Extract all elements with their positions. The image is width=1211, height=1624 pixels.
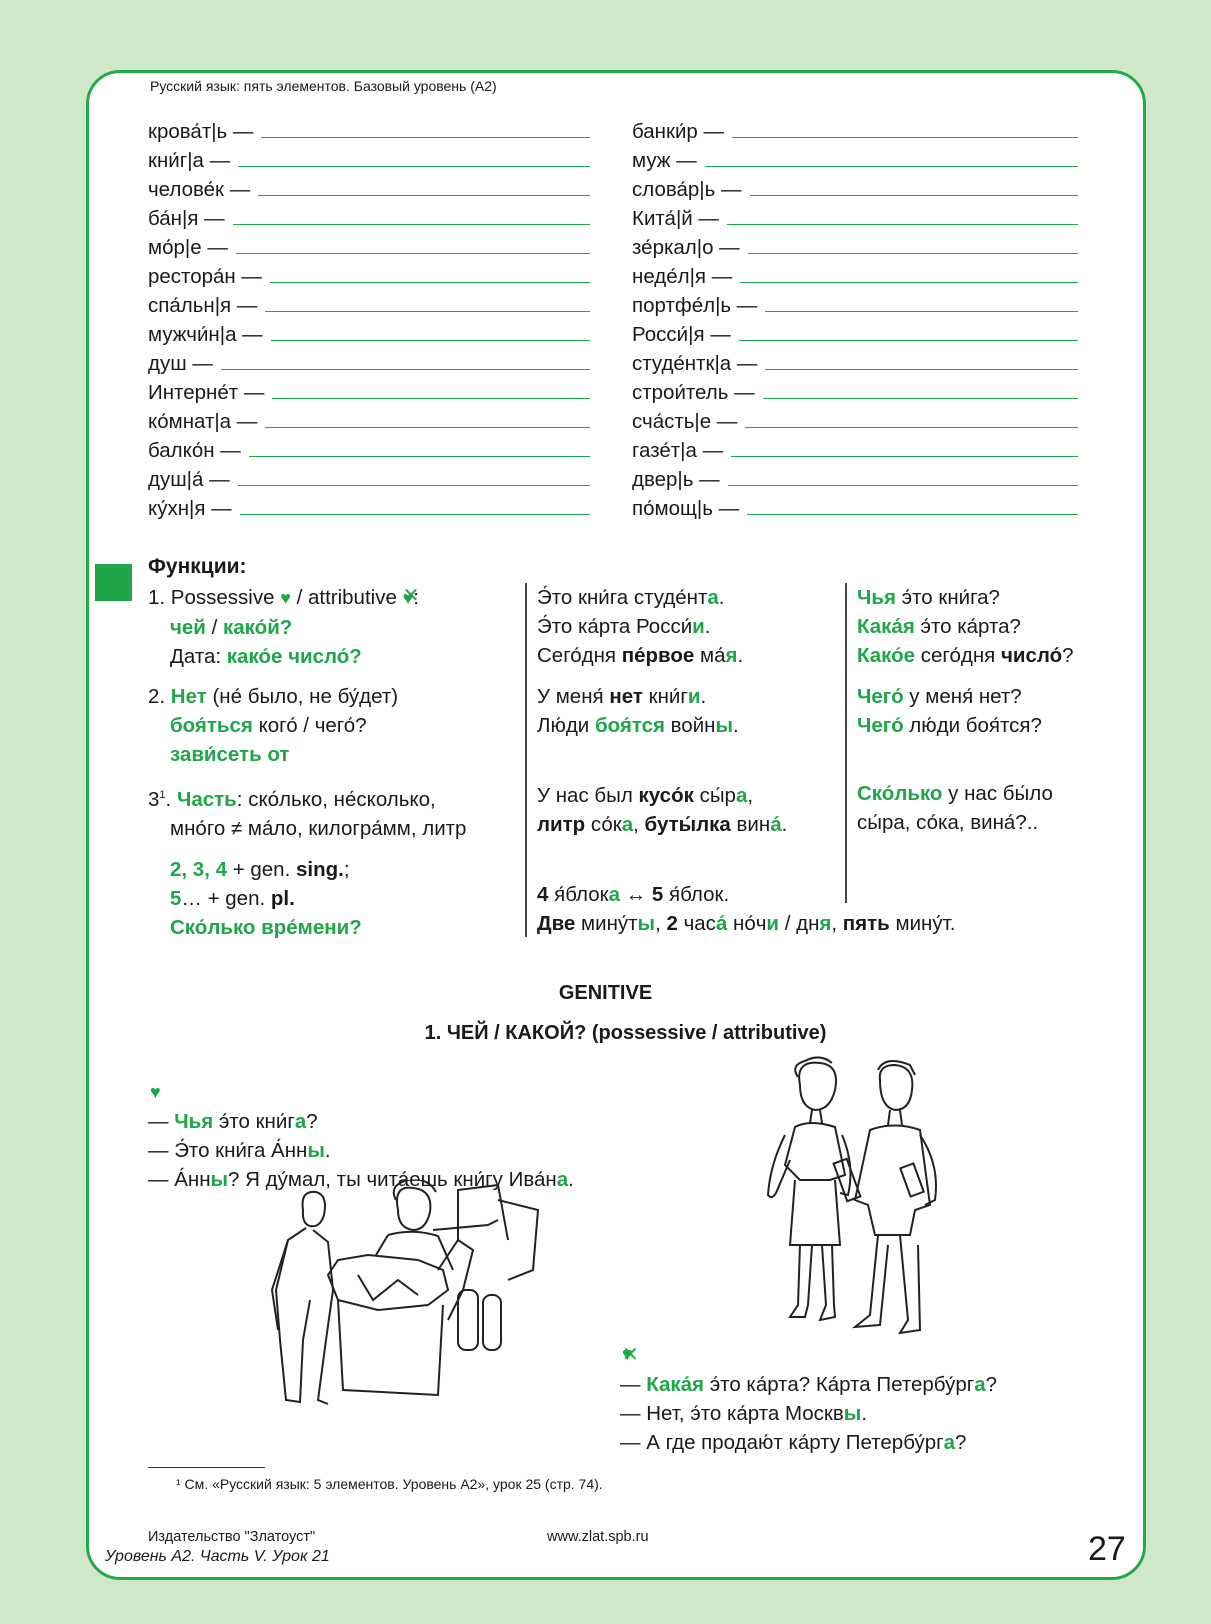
vocab-word: муж — xyxy=(632,149,697,172)
vocab-word: ба́н|я — xyxy=(148,207,225,230)
vocab-item xyxy=(632,406,1078,435)
footnote-rule xyxy=(148,1467,265,1468)
answer-blank[interactable] xyxy=(249,435,590,457)
answer-blank[interactable] xyxy=(750,174,1078,196)
column-divider xyxy=(525,583,527,937)
function-2-rule: 2. Нет (не́ было, не бу́дет) боя́ться кого́ / чего́? зави́сеть от xyxy=(148,685,399,766)
vocab-word: ку́хн|я — xyxy=(148,497,232,520)
crossed-heart-icon: ♥ ✕ xyxy=(403,584,414,613)
dialog-possessive: — Чья э́то кни́га? — Э́то кни́га А́нны. — А́нны? Я ду́мал, ты чита́ешь кни́гу Ива́на. xyxy=(148,1110,574,1191)
vocab-word: челове́к — xyxy=(148,178,251,201)
vocab-item xyxy=(148,261,590,290)
footer-url[interactable]: www.zlat.spb.ru xyxy=(547,1529,649,1545)
footer-level: Уровень А2. Часть V. Урок 21 xyxy=(105,1548,330,1565)
vocab-word: по́мощ|ь — xyxy=(632,497,740,520)
vocab-word: сча́сть|е — xyxy=(632,410,738,433)
answer-blank[interactable] xyxy=(727,203,1078,225)
vocab-item xyxy=(148,348,590,377)
map-vendor-illustration xyxy=(258,1180,588,1430)
answer-blank[interactable] xyxy=(238,145,590,167)
answer-blank[interactable] xyxy=(765,348,1078,370)
section-marker xyxy=(95,564,132,601)
answer-blank[interactable] xyxy=(732,116,1078,138)
function-1-questions: Чья э́то кни́га? Кака́я э́то ка́рта? Како́е сего́дня число́? xyxy=(857,586,1074,667)
vocab-item xyxy=(632,232,1078,261)
vocab-word: неде́л|я — xyxy=(632,265,733,288)
function-3-questions: Ско́лько у нас бы́ло сы́ра, со́ка, вина́?.. xyxy=(857,782,1053,834)
heart-icon: ♥ xyxy=(280,588,291,608)
answer-blank[interactable] xyxy=(265,290,590,312)
vocab-word: Интерне́т — xyxy=(148,381,265,404)
vocab-word: душ|а́ — xyxy=(148,468,230,491)
answer-blank[interactable] xyxy=(740,261,1078,283)
vocab-item xyxy=(148,377,590,406)
answer-blank[interactable] xyxy=(270,261,590,283)
answer-blank[interactable] xyxy=(745,406,1078,428)
vocab-item xyxy=(632,377,1078,406)
vocab-word: зе́ркал|о — xyxy=(632,236,740,259)
answer-blank[interactable] xyxy=(265,406,590,428)
vocab-item xyxy=(148,174,590,203)
vocab-word: балко́н — xyxy=(148,439,241,462)
function-3-examples: У нас был кусо́к сы́ра, литр со́ка, буты́лка вина́. 4 я́блока ↔ 5 я́блок. Две мину́ты, 2 часа́ но́чи / дня, пять мину́т. xyxy=(537,784,956,935)
vocab-item xyxy=(632,261,1078,290)
page-number: 27 xyxy=(1088,1530,1126,1568)
vocab-word: портфе́л|ь — xyxy=(632,294,758,317)
answer-blank[interactable] xyxy=(221,348,590,370)
vocab-word: банки́р — xyxy=(632,120,725,143)
vocab-item xyxy=(632,348,1078,377)
vocab-item xyxy=(148,435,590,464)
answer-blank[interactable] xyxy=(731,435,1078,457)
vocab-item xyxy=(148,319,590,348)
answer-blank[interactable] xyxy=(258,174,590,196)
answer-blank[interactable] xyxy=(763,377,1078,399)
vocab-word: Росси́|я — xyxy=(632,323,731,346)
vocab-item xyxy=(148,203,590,232)
answer-blank[interactable] xyxy=(747,493,1078,515)
vocab-item xyxy=(632,319,1078,348)
function-1-examples: Э́то кни́га студе́нта. Э́то ка́рта Росси́и. Сего́дня пе́рвое ма́я. xyxy=(537,586,744,667)
function-1-rule: 1. Possessive ♥ / attributive ♥ ✕: чей / како́й? Дата: како́е число́? xyxy=(148,583,419,671)
section-subheading: 1. ЧЕЙ / КАКОЙ? (possessive / attributive) xyxy=(424,1022,827,1044)
vocab-word: душ — xyxy=(148,352,213,375)
vocab-item xyxy=(632,116,1078,145)
vocab-item xyxy=(632,493,1078,522)
answer-blank[interactable] xyxy=(271,319,590,341)
vocab-word: кни́г|а — xyxy=(148,149,231,172)
vocab-item xyxy=(148,464,590,493)
vocab-word: студе́нтк|а — xyxy=(632,352,758,375)
vocab-item xyxy=(148,145,590,174)
running-head: Русский язык: пять элементов. Базовый уровень (А2) xyxy=(150,78,497,94)
vocab-item xyxy=(148,116,590,145)
answer-blank[interactable] xyxy=(236,232,590,254)
vocab-word: Кита́|й — xyxy=(632,207,719,230)
heart-icon: ♥ xyxy=(150,1082,161,1102)
answer-blank[interactable] xyxy=(765,290,1078,312)
vocab-word: крова́т|ь — xyxy=(148,120,254,143)
answer-blank[interactable] xyxy=(261,116,590,138)
vocab-word: газе́т|а — xyxy=(632,439,724,462)
vocab-item xyxy=(632,464,1078,493)
footer-publisher: Издательство "Златоуст" xyxy=(148,1529,316,1545)
answer-blank[interactable] xyxy=(238,464,590,486)
answer-blank[interactable] xyxy=(233,203,590,225)
vocab-item xyxy=(148,406,590,435)
answer-blank[interactable] xyxy=(240,493,590,515)
vocab-word: строи́тель — xyxy=(632,381,755,404)
vocab-item xyxy=(148,290,590,319)
function-3-rule: $3^1$. Часть: ско́лько, не́сколько, мно́го ≠ ма́ло, килогра́мм, литр 2, 3, 4 + gen. sing.; 5… + gen. pl. Ско́лько вре́мени? xyxy=(148,787,467,939)
answer-blank[interactable] xyxy=(705,145,1078,167)
vocab-word: мо́р|е — xyxy=(148,236,228,259)
vocab-item xyxy=(632,435,1078,464)
vocab-item xyxy=(632,174,1078,203)
vocab-word: ко́мнат|а — xyxy=(148,410,258,433)
vocab-item xyxy=(632,145,1078,174)
answer-blank[interactable] xyxy=(748,232,1078,254)
answer-blank[interactable] xyxy=(272,377,590,399)
section-title: Функции: xyxy=(148,555,247,578)
vocab-item xyxy=(632,290,1078,319)
couple-illustration xyxy=(760,1055,960,1355)
vocab-word: спа́льн|я — xyxy=(148,294,258,317)
vocab-word: рестора́н — xyxy=(148,265,262,288)
vocab-item xyxy=(148,493,590,522)
answer-blank[interactable] xyxy=(739,319,1078,341)
vocab-item xyxy=(148,232,590,261)
vocab-word: двер|ь — xyxy=(632,468,720,491)
vocab-item xyxy=(632,203,1078,232)
answer-blank[interactable] xyxy=(728,464,1078,486)
crossed-heart-icon: ♥ ✕ xyxy=(622,1344,633,1365)
function-2-examples: У меня́ нет кни́ги. Лю́ди боя́тся войны. xyxy=(537,685,739,737)
dialog-attributive: — Кака́я э́то ка́рта? Ка́рта Петербу́рга? — Нет, э́то ка́рта Москвы. — А где продаю́т ка́рту Петербу́рга? xyxy=(620,1373,998,1454)
footnote: ¹ См. «Русский язык: 5 элементов. Уровень А2», урок 25 (стр. 74). xyxy=(176,1476,603,1492)
vocab-word: слова́р|ь — xyxy=(632,178,742,201)
function-2-questions: Чего́ у меня́ нет? Чего́ лю́ди боя́тся? xyxy=(857,685,1042,737)
vocab-word: мужчи́н|а — xyxy=(148,323,263,346)
section-heading: GENITIVE xyxy=(558,982,653,1004)
